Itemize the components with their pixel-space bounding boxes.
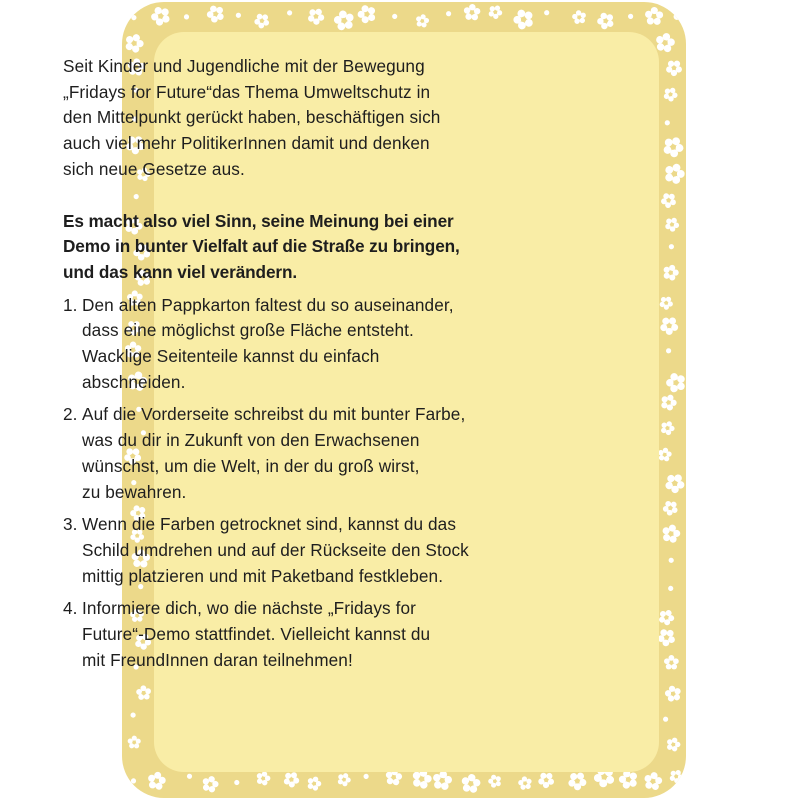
card-text xyxy=(63,54,518,680)
flower-icon xyxy=(460,773,481,794)
flower-icon xyxy=(667,767,685,785)
flower-icon xyxy=(645,7,664,26)
flower-icon xyxy=(659,190,680,211)
flower-icon xyxy=(661,85,680,103)
flower-icon xyxy=(663,369,686,395)
flower-icon xyxy=(517,774,535,792)
dot-icon xyxy=(235,12,242,19)
dot-icon xyxy=(129,711,136,718)
dot-icon xyxy=(186,773,193,780)
step-text: Informiere dich, wo die nächste „Fridays for Future“-Demo stattfindet. Vielleicht kannst du mit FreundInnen daran teilnehmen! xyxy=(82,598,431,670)
flower-icon xyxy=(662,470,686,496)
flower-icon xyxy=(659,392,679,412)
flower-icon xyxy=(660,497,681,518)
flower-icon xyxy=(643,771,664,791)
flower-icon xyxy=(659,419,677,437)
flower-icon xyxy=(595,9,618,32)
intro-paragraph: Seit Kinder und Jugendliche mit der Bewegung „Fridays for Future“das Thema Umweltschutz in den Mittelpunkt gerückt haben, beschäftigen sich auch viel mehr PolitikerInnen damit und denken sich neue Gesetze aus. xyxy=(63,56,441,179)
flower-icon xyxy=(510,5,537,32)
flower-icon xyxy=(148,3,174,29)
dot-icon xyxy=(668,557,675,564)
flower-icon xyxy=(656,607,676,627)
dot-icon xyxy=(663,717,668,722)
dot-icon xyxy=(391,13,398,20)
flower-icon xyxy=(336,771,353,788)
flower-icon xyxy=(305,5,327,27)
step-text: Den alten Pappkarton faltest du so auseinander, dass eine möglichst große Fläche entsteht. Wacklige Seitenteile kannst du einfach abschneiden. xyxy=(82,294,454,392)
dot-icon xyxy=(184,14,189,19)
dot-icon xyxy=(363,773,370,780)
list-item xyxy=(63,402,518,505)
dot-icon xyxy=(286,9,293,16)
flower-icon xyxy=(571,8,589,26)
flower-icon xyxy=(663,215,682,234)
flower-icon xyxy=(305,775,323,792)
flower-icon xyxy=(486,772,504,790)
flower-icon xyxy=(664,655,679,669)
flower-icon xyxy=(415,13,430,28)
dot-icon xyxy=(543,9,550,16)
flower-icon xyxy=(135,683,154,702)
flower-icon xyxy=(331,7,357,34)
flower-icon xyxy=(146,770,167,790)
dot-icon xyxy=(664,119,671,126)
highlight-paragraph: Es macht also viel Sinn, seine Meinung bei einer Demo in bunter Vielfalt auf die Straße zu bringen, und das kann viel verändern. xyxy=(63,210,460,282)
dot-icon xyxy=(627,13,634,20)
flower-icon xyxy=(486,3,504,21)
list-item xyxy=(63,596,518,673)
flower-icon xyxy=(660,133,686,159)
flower-icon xyxy=(654,31,676,53)
flower-icon xyxy=(252,10,273,31)
flower-icon xyxy=(355,2,380,26)
flower-icon xyxy=(665,736,682,753)
flower-icon xyxy=(463,3,481,20)
flower-icon xyxy=(204,2,228,25)
step-number: 1. xyxy=(63,294,78,315)
list-item xyxy=(63,512,518,589)
step-number: 2. xyxy=(63,404,78,425)
step-text: Wenn die Farben getrocknet sind, kannst du das Schild umdrehen und auf der Rückseite den Stock mittig platzieren und mit Paketband festkleben. xyxy=(82,514,469,586)
flower-icon xyxy=(657,313,682,337)
flower-icon xyxy=(657,447,673,462)
step-number: 3. xyxy=(63,514,78,535)
dot-icon xyxy=(233,779,240,786)
flower-icon xyxy=(431,769,453,791)
flower-icon xyxy=(536,769,558,791)
dot-icon xyxy=(446,11,452,17)
step-number: 4. xyxy=(63,598,78,619)
steps-list xyxy=(63,293,518,674)
flower-icon xyxy=(200,774,220,794)
dot-icon xyxy=(667,585,674,592)
dot-icon xyxy=(131,14,137,20)
flower-icon xyxy=(657,294,675,312)
flower-icon xyxy=(123,31,146,54)
dot-icon xyxy=(130,777,137,784)
list-item xyxy=(63,293,518,396)
flower-icon xyxy=(662,161,686,186)
flower-icon xyxy=(663,683,684,704)
dot-icon xyxy=(665,347,672,354)
flower-icon xyxy=(663,57,685,79)
dot-icon xyxy=(668,243,675,250)
flower-icon xyxy=(128,735,141,748)
flower-icon xyxy=(660,523,682,544)
flower-icon xyxy=(671,2,686,24)
flower-icon xyxy=(661,263,680,282)
flower-icon xyxy=(255,770,272,787)
step-text: Auf die Vorderseite schreibst du mit bunter Farbe, was du dir in Zukunft von den Erwachsenen wünschst, um die Welt, in der du groß wirst, zu bewahren. xyxy=(82,404,466,502)
